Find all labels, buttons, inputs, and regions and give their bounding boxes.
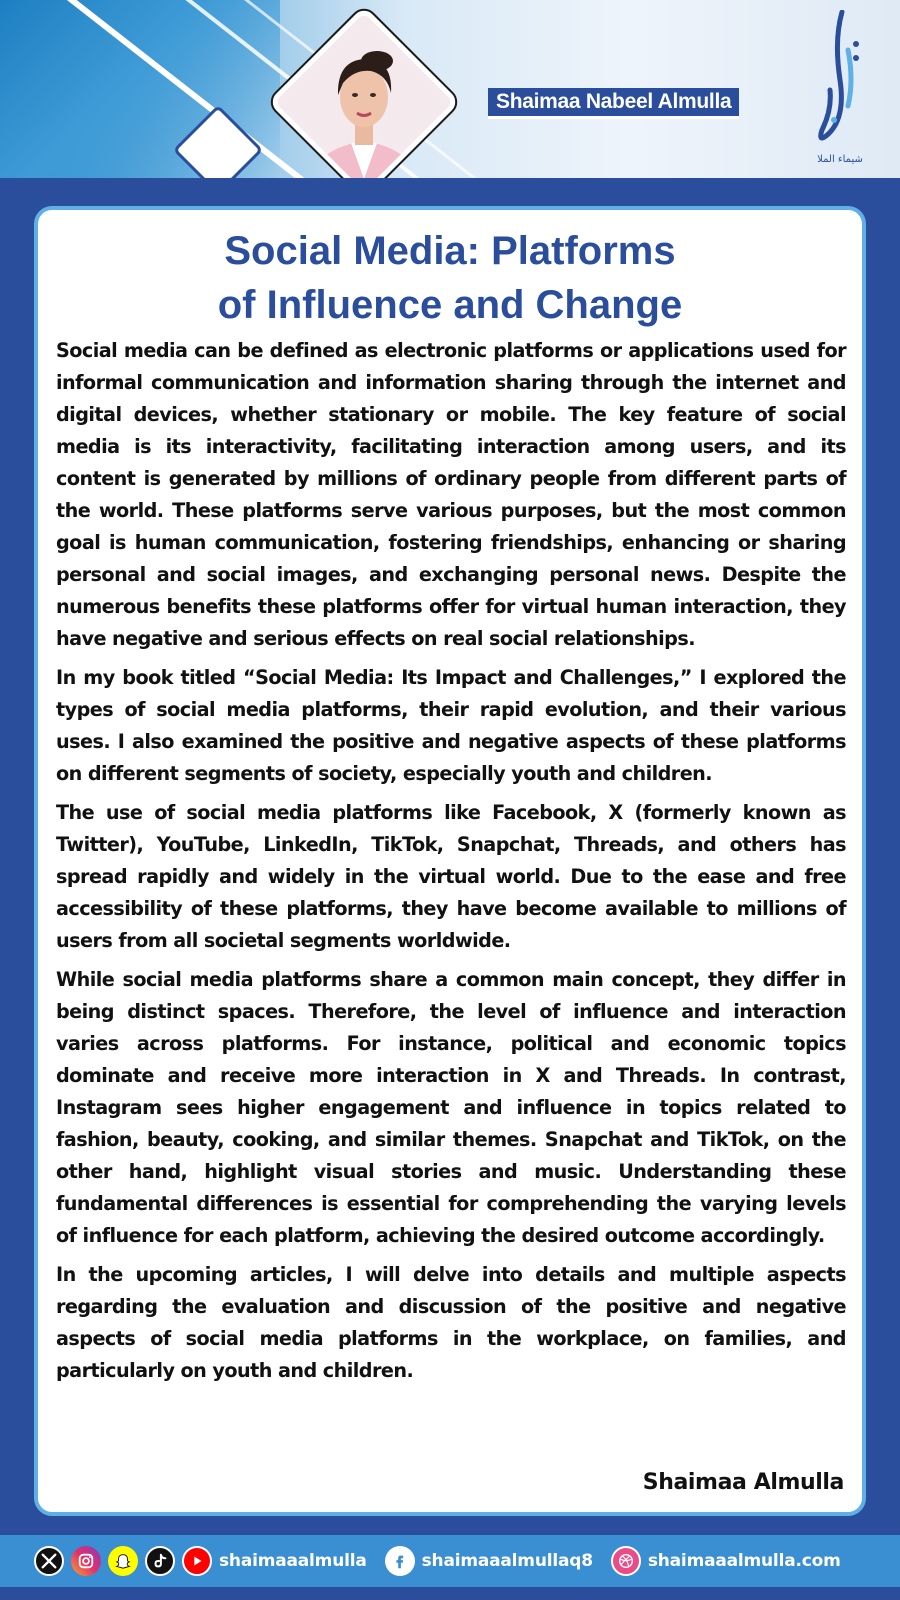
x-twitter-icon[interactable] [34, 1546, 64, 1576]
instagram-icon[interactable] [71, 1546, 101, 1576]
calligraphy-logo [812, 10, 868, 170]
portrait-illustration [271, 9, 457, 178]
article-card [34, 206, 866, 1516]
facebook-icon[interactable] [385, 1546, 415, 1576]
youtube-icon[interactable] [182, 1546, 212, 1576]
author-name-banner: Shaimaa Nabeel Almulla [488, 88, 739, 119]
author-portrait [268, 6, 460, 178]
facebook-handle[interactable]: shaimaaalmullaq8 [421, 1551, 593, 1571]
article-paragraph: In my book titled “Social Media: Its Impact and Challenges,” I explored the types of social media platforms, their rapid evolution, and their various uses. I also examined the positive and negative aspects of these platforms on different segments of society, especially youth and children. [56, 666, 846, 785]
header-banner [0, 0, 900, 178]
author-signature: Shaimaa Almulla [642, 1470, 844, 1495]
snapchat-icon[interactable] [108, 1546, 138, 1576]
social-footer [0, 1535, 900, 1587]
social-handle[interactable]: shaimaaalmulla [219, 1551, 367, 1571]
article-title [38, 224, 862, 332]
tiktok-icon[interactable] [145, 1546, 175, 1576]
globe-icon[interactable] [611, 1546, 641, 1576]
logo-caption: شيماء الملا [817, 154, 863, 165]
article-paragraph: In the upcoming articles, I will delve into details and multiple aspects regarding the evaluation and discussion of the positive and negative aspects of social media platforms in the workplace, on families, and particularly on youth and children. [56, 1263, 846, 1382]
article-title-line-1: Social Media: Platforms [224, 229, 676, 273]
article-body [56, 335, 846, 1394]
article-paragraph: The use of social media platforms like Facebook, X (formerly known as Twitter), YouTube, LinkedIn, TikTok, Snapchat, Threads, and others has spread rapidly and widely in the virtual world. Due to the ease and free accessibility of these platforms, they have become available to millions of users from all societal segments worldwide. [56, 801, 846, 952]
article-title-line-2: of Influence and Change [217, 283, 683, 327]
article-paragraph: Social media can be defined as electronic platforms or applications used for informal communication and information sharing through the internet and digital devices, whether stationary or mobile. The key feature of social media is its interactivity, facilitating interaction among users, and its content is generated by millions of ordinary people from different parts of the world. These platforms serve various purposes, but the most common goal is human communication, fostering friendships, enhancing or sharing personal and social images, and exchanging personal news. Despite the numerous benefits these platforms offer for virtual human interaction, they have negative and serious effects on real social relationships. [56, 339, 846, 650]
article-paragraph: While social media platforms share a common main concept, they differ in being distinct spaces. Therefore, the level of influence and interaction varies across platforms. For instance, political and economic topics dominate and receive more interaction in X and Threads. In contrast, Instagram sees higher engagement and influence in topics related to fashion, beauty, cooking, and similar themes. Snapchat and TikTok, on the other hand, highlight visual stories and music. Understanding these fundamental differences is essential for comprehending the varying levels of influence for each platform, achieving the desired outcome accordingly. [56, 968, 846, 1247]
website-link[interactable]: shaimaaalmulla.com [647, 1551, 841, 1571]
